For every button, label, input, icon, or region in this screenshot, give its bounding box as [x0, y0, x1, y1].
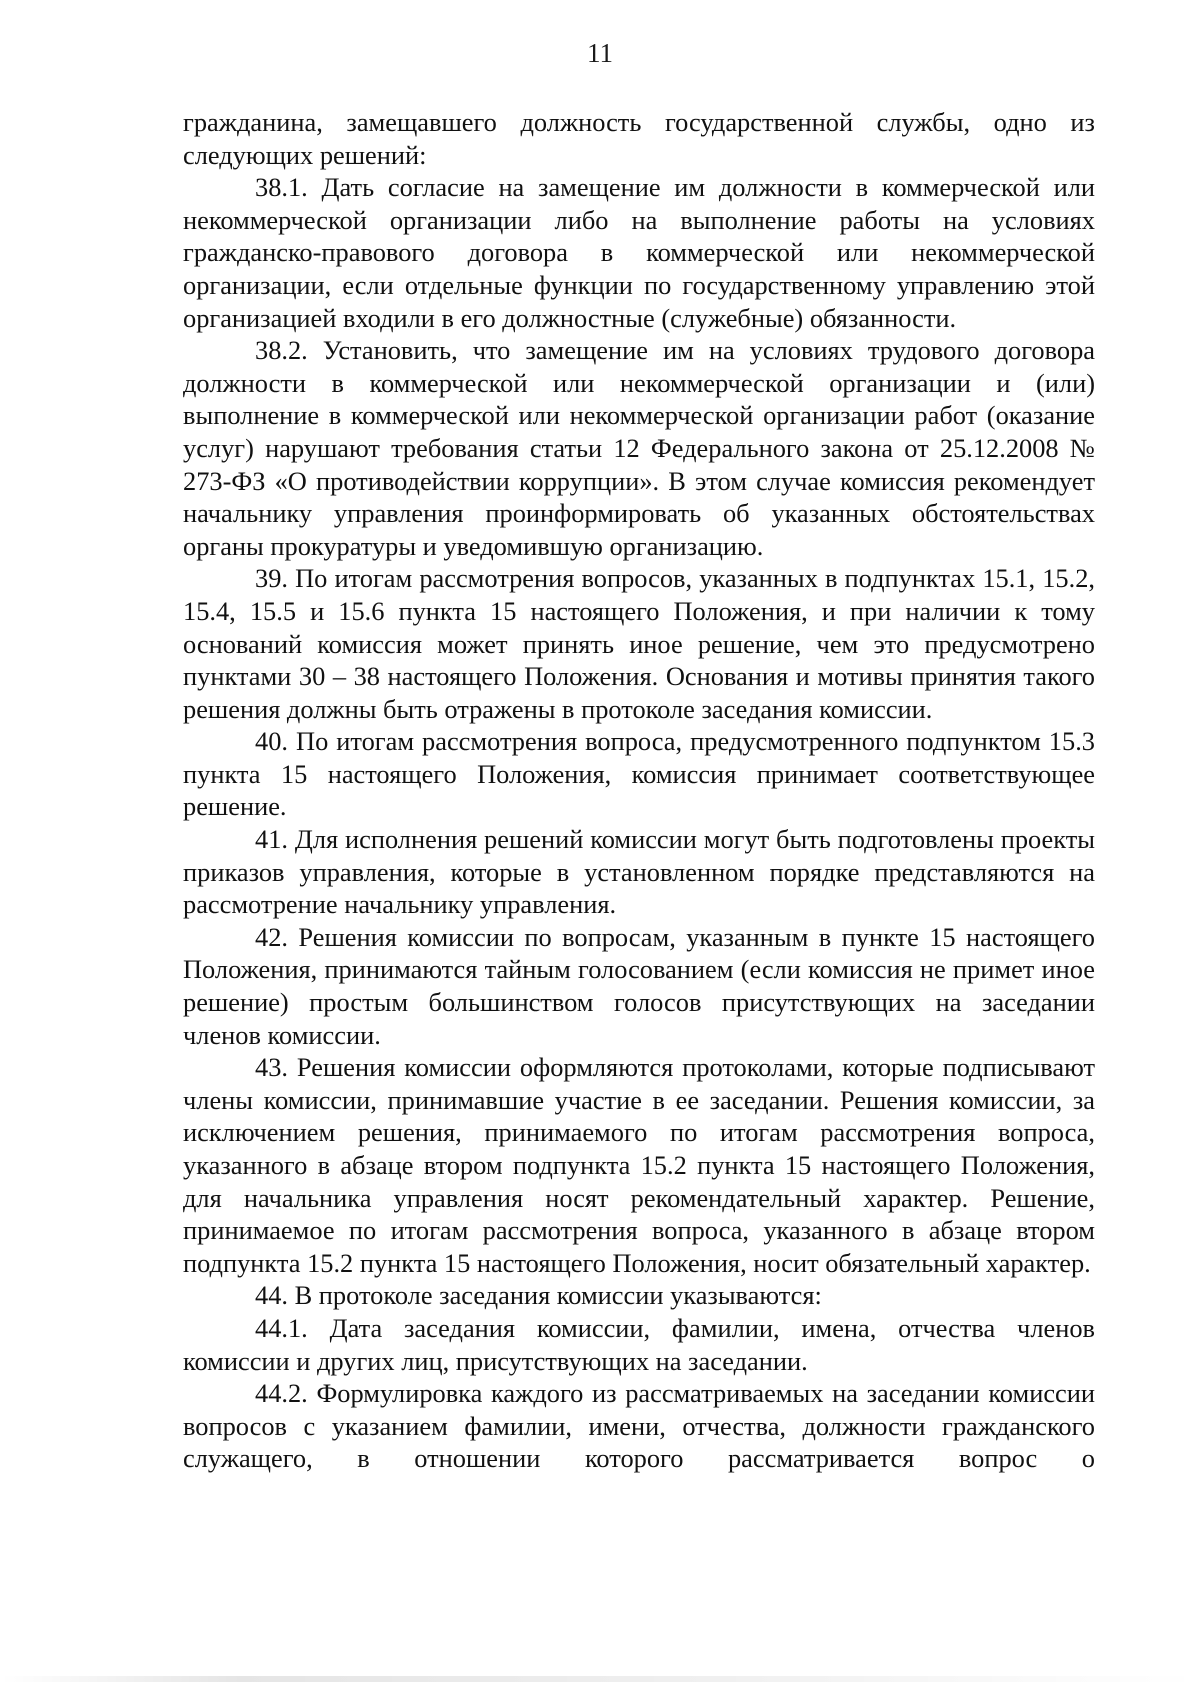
document-body [183, 106, 1095, 1475]
paragraph-38-1: 38.1. Дать согласие на замещение им должности в коммерческой или некоммерческой организации либо на выполнение работы на условиях гражданско-правового договора в коммерческой или некоммерческой организации, если отдельные функции по государственному управлению этой организацией входили в его должностные (служебные) обязанности. [183, 172, 1095, 333]
paragraph-39: 39. По итогам рассмотрения вопросов, указанных в подпунктах 15.1, 15.2, 15.4, 15.5 и 15.6 пункта 15 настоящего Положения, и при наличии к тому оснований комиссия может принять иное решение, чем это предусмотрено пунктами 30 – 38 настоящего Положения. Основания и мотивы принятия такого решения должны быть отражены в протоколе заседания комиссии. [183, 563, 1095, 724]
paragraph-38-2: 38.2. Установить, что замещение им на условиях трудового договора должности в коммерческой или некоммерческой организации и (или) выполнение в коммерческой или некоммерческой организации работ (оказание услуг) нарушают требования статьи 12 Федерального закона от 25.12.2008 № 273-ФЗ «О противодействии коррупции». В этом случае комиссия рекомендует начальнику управления проинформировать об указанных обстоятельствах органы прокуратуры и уведомившую организацию. [183, 335, 1095, 561]
paragraph-43: 43. Решения комиссии оформляются протоколами, которые подписывают члены комиссии, принимавшие участие в ее заседании. Решения комиссии, за исключением решения, принимаемого по итогам рассмотрения вопроса, указанного в абзаце втором подпункта 15.2 пункта 15 настоящего Положения, для начальника управления носят рекомендательный характер. Решение, принимаемое по итогам рассмотрения вопроса, указанного в абзаце втором подпункта 15.2 пункта 15 настоящего Положения, носит обязательный характер. [183, 1052, 1095, 1278]
paragraph-44: 44. В протоколе заседания комиссии указываются: [255, 1280, 822, 1311]
paragraph-40: 40. По итогам рассмотрения вопроса, предусмотренного подпунктом 15.3 пункта 15 настоящего Положения, комиссия принимает соответствующее решение. [183, 726, 1095, 822]
paragraph-42: 42. Решения комиссии по вопросам, указанным в пункте 15 настоящего Положения, принимаются тайным голосованием (если комиссия не примет иное решение) простым большинством голосов присутствующих на заседании членов комиссии. [183, 921, 1095, 1050]
page-number: 11 [587, 38, 613, 68]
paragraph-44-2: 44.2. Формулировка каждого из рассматриваемых на заседании комиссии вопросов с указанием фамилии, имени, отчества, должности гражданского служащего, в отношении которого рассматривается вопрос о [183, 1378, 1095, 1474]
paragraph-44-1: 44.1. Дата заседания комиссии, фамилии, имена, отчества членов комиссии и других лиц, присутствующих на заседании. [183, 1312, 1095, 1376]
paragraph-continuation: гражданина, замещавшего должность государственной службы, одно из следующих решений: [183, 107, 1095, 170]
paragraph-41: 41. Для исполнения решений комиссии могут быть подготовлены проекты приказов управления, которые в установленном порядке представляются на рассмотрение начальнику управления. [183, 824, 1095, 920]
scan-edge-shadow [0, 1676, 1200, 1682]
